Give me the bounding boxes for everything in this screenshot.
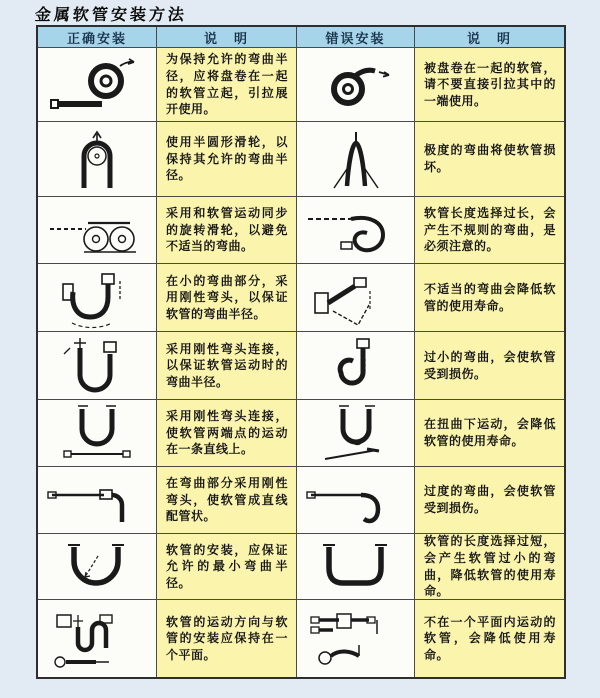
out-of-plane-motion-icon	[303, 608, 409, 670]
wrong-description-cell	[415, 467, 564, 534]
wrong-description-text: 过小的弯曲，会使软管受到损伤。	[424, 349, 556, 381]
correct-drawing-cell	[38, 467, 157, 534]
wrong-description-text: 软管的长度选择过短，会产生软管过小的弯曲，降低软管的使用寿命。	[424, 534, 556, 599]
extreme-bend-icon	[303, 128, 409, 190]
correct-description-text: 软管的运动方向与软管的安装应保持在一个平面。	[166, 614, 288, 662]
wrong-description-cell	[415, 400, 564, 467]
inline-endpoint-motion-icon	[44, 402, 150, 464]
correct-description-cell	[157, 122, 297, 197]
table-body	[38, 48, 564, 677]
twisted-motion-icon	[303, 402, 409, 464]
wrong-drawing-cell	[297, 534, 415, 600]
wrong-description-cell	[415, 264, 564, 332]
correct-description-text: 采用刚性弯头连接，使软管两端点的运动在一条直线上。	[166, 409, 288, 457]
correct-description-cell	[157, 48, 297, 122]
correct-description-cell	[157, 197, 297, 264]
wrong-description-text: 软管长度选择过长，会产生不规则的弯曲，是必须注意的。	[424, 206, 556, 254]
table-row	[38, 400, 564, 467]
wrong-drawing-cell	[297, 600, 415, 677]
wrong-description-text: 在扭曲下运动，会降低软管的使用寿命。	[424, 417, 556, 448]
correct-drawing-cell	[38, 264, 157, 332]
wrong-description-text: 极度的弯曲将使软管损坏。	[424, 143, 556, 174]
rigid-elbow-connection-icon	[44, 335, 150, 397]
wrong-description-cell	[415, 122, 564, 197]
correct-description-cell	[157, 332, 297, 400]
semicircular-pulley-icon	[44, 128, 150, 190]
wrong-drawing-cell	[297, 467, 415, 534]
wrong-description-text: 不适当的弯曲会降低软管的使用寿命。	[424, 281, 556, 313]
correct-drawing-cell	[38, 122, 157, 197]
straight-piping-with-elbow-icon	[44, 469, 150, 531]
correct-description-text: 使用半圆形滑轮，以保持其允许的弯曲半径。	[166, 135, 288, 183]
correct-description-text: 在小的弯曲部分，采用刚性弯头，以保证软管的弯曲半径。	[166, 273, 288, 321]
correct-drawing-cell	[38, 600, 157, 677]
correct-description-text: 采用刚性弯头连接，以保证软管运动时的弯曲半径。	[166, 341, 288, 389]
wrong-drawing-cell	[297, 48, 415, 122]
rigid-elbow-small-bend-icon	[44, 267, 150, 329]
header-correct-installation: 正确安装	[38, 27, 157, 48]
correct-description-text: 采用和软管运动同步的旋转滑轮，以避免不适当的弯曲。	[166, 206, 288, 254]
table-row	[38, 122, 564, 197]
wrong-description-text: 不在一个平面内运动的软管，会降低使用寿命。	[424, 614, 556, 662]
correct-drawing-cell	[38, 197, 157, 264]
table-row	[38, 534, 564, 600]
minimum-bend-radius-icon	[44, 536, 150, 598]
wrong-drawing-cell	[297, 400, 415, 467]
table-row	[38, 332, 564, 400]
coiled-hose-end-pulled-icon	[303, 54, 409, 116]
wrong-description-cell	[415, 332, 564, 400]
table-row	[38, 467, 564, 534]
correct-drawing-cell	[38, 48, 157, 122]
correct-description-cell	[157, 467, 297, 534]
table-row	[38, 264, 564, 332]
wrong-drawing-cell	[297, 197, 415, 264]
correct-drawing-cell	[38, 332, 157, 400]
wrong-description-text: 过度的弯曲，会使软管受到损伤。	[424, 484, 556, 515]
coiled-hose-upright-unroll-icon	[44, 54, 150, 116]
wrong-drawing-cell	[297, 332, 415, 400]
installation-method-table	[36, 25, 566, 679]
too-small-bend-icon	[303, 335, 409, 397]
same-plane-motion-icon	[44, 608, 150, 670]
wrong-description-cell	[415, 197, 564, 264]
correct-description-text: 在弯曲部分采用刚性弯头，使软管成直线配管状。	[166, 476, 288, 524]
correct-description-cell	[157, 600, 297, 677]
table-row	[38, 600, 564, 677]
correct-description-cell	[157, 264, 297, 332]
table-row	[38, 197, 564, 264]
page-title: 金属软管安装方法	[34, 5, 188, 24]
correct-description-cell	[157, 400, 297, 467]
correct-description-text: 为保持允许的弯曲半径，应将盘卷在一起的软管立起，引拉展开使用。	[166, 52, 288, 117]
wrong-drawing-cell	[297, 122, 415, 197]
correct-drawing-cell	[38, 534, 157, 600]
overlong-hose-irregular-bend-icon	[303, 199, 409, 261]
wrong-description-cell	[415, 48, 564, 122]
header-correct-description: 说 明	[157, 27, 297, 48]
synchronized-rotating-pulleys-icon	[44, 199, 150, 261]
too-short-hose-icon	[303, 536, 409, 598]
improper-bend-icon	[303, 267, 409, 329]
table-row	[38, 48, 564, 122]
wrong-description-cell	[415, 534, 564, 600]
wrong-description-cell	[415, 600, 564, 677]
correct-drawing-cell	[38, 400, 157, 467]
wrong-description-text: 被盘卷在一起的软管，请不要直接引拉其中的一端使用。	[424, 60, 556, 108]
correct-description-text: 软管的安装，应保证允许的最小弯曲半径。	[166, 542, 288, 590]
excessive-bend-icon	[303, 469, 409, 531]
correct-description-cell	[157, 534, 297, 600]
header-wrong-installation: 错误安装	[297, 27, 415, 48]
table-header-row	[38, 27, 564, 48]
header-wrong-description: 说 明	[415, 27, 564, 48]
wrong-drawing-cell	[297, 264, 415, 332]
